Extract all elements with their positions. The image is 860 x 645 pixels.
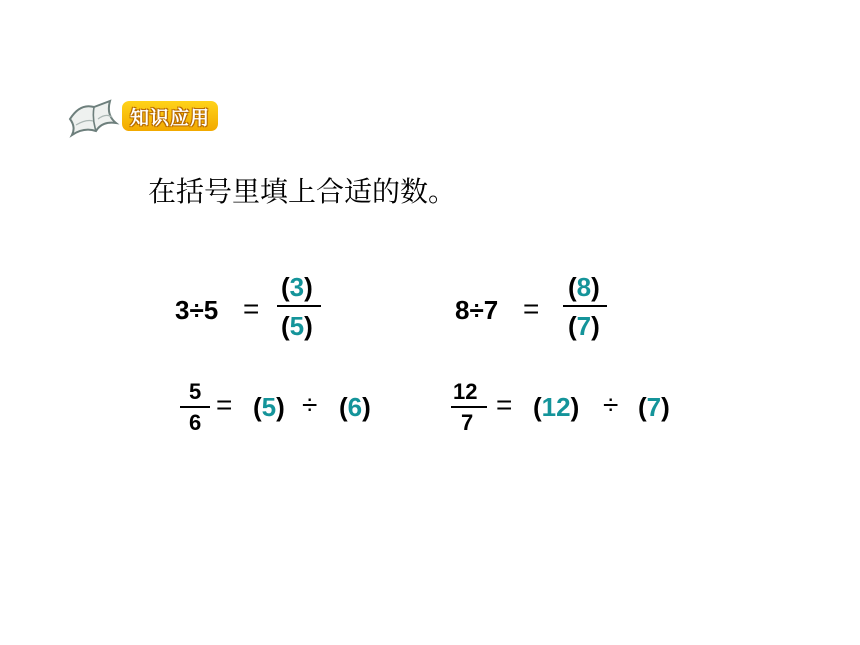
problem-2-denominator: (7) [568,311,600,341]
problem-4-answer-a: (12) [533,392,580,422]
problem-3-numerator: 5 [189,379,202,404]
problem-2-equals: = [523,293,540,324]
problem-1-equals: = [243,293,260,324]
answer-value: 7 [646,392,662,422]
problem-4-answer-b: (7) [638,392,670,422]
answer-value: 5 [289,311,305,341]
book-icon [66,97,126,141]
problem-2-numerator: (8) [568,272,600,302]
problem-4-equals: = [496,389,513,420]
answer-value: 6 [347,392,363,422]
problem-1-left: 3÷5 [175,295,219,325]
problem-4-numerator: 12 [453,379,478,404]
problem-3-equals: = [216,389,233,420]
fraction-bar [277,305,321,307]
answer-value: 3 [289,272,305,302]
instruction-text: 在括号里填上合适的数。 [148,175,457,208]
section-badge [66,97,231,141]
problem-4-divide: ÷ [603,389,619,420]
problem-2-left: 8÷7 [455,295,499,325]
answer-value: 12 [541,392,571,422]
problem-1-denominator: (5) [281,311,313,341]
answer-value: 5 [261,392,277,422]
answer-value: 8 [576,272,592,302]
problem-3-denominator: 6 [189,410,202,435]
problem-3-divide: ÷ [302,389,318,420]
section-badge-label: 知识应用 [122,101,218,131]
problem-3-answer-b: (6) [339,392,371,422]
fraction-bar [563,305,607,307]
problem-4-denominator: 7 [461,410,474,435]
answer-value: 7 [576,311,592,341]
problem-1-numerator: (3) [281,272,313,302]
problem-3-answer-a: (5) [253,392,285,422]
